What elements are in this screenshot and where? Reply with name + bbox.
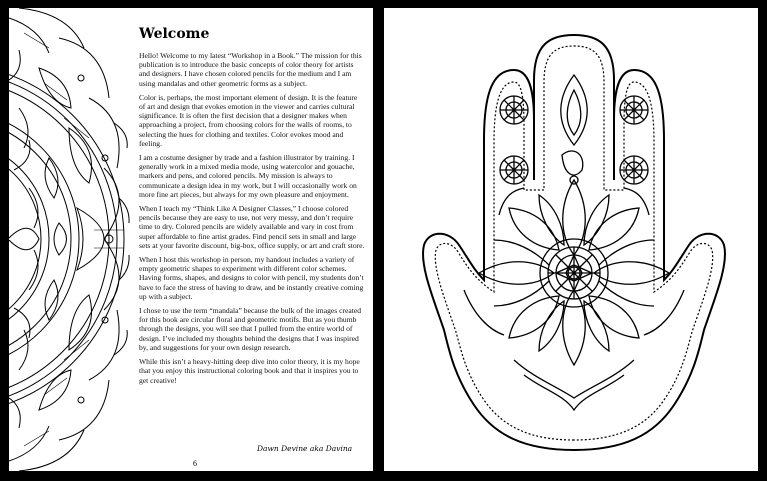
- page-title: Welcome: [139, 26, 210, 42]
- author-signature: Dawn Devine aka Davina: [257, 444, 353, 453]
- mandala-border-illustration: [9, 8, 131, 471]
- text-column: [139, 26, 365, 390]
- paragraph: When I teach my “Think Like A Designer Classes,” I choose colored pencils because they are easy to use, not very messy, and don’t require time to dry. Colored pencils are widely available and vary in cost from super affordable to fine artist grades. Find pencil sets in small and large sets at your favorite discount, big-box, office supply, or art and craft store.: [139, 204, 365, 250]
- paragraph: Color is, perhaps, the most important element of design. It is the feature of art and design that evokes emotion in the viewer and carries cultural significance. It is often the first decision that a designer makes when approaching a project, from choosing colors for the walls of rooms, to selecting the hues for clothing and textiles. Color evokes mood and feeling.: [139, 92, 358, 148]
- paragraph: While this isn’t a heavy-hitting deep dive into color theory, it is my hope that you enjoy this instructional coloring book and that it inspires you to get creative!: [139, 357, 360, 385]
- paragraph: I chose to use the term “mandala” because the bulk of the images created for this book are circular floral and geometric motifs. But as you thumb through the designs, you will see that I pulled from the entire world of design. I’ve included my thoughts behind the designs that I was inspired by, and suggestions for your own design research.: [139, 306, 362, 352]
- hamsa-hand-illustration: [404, 30, 744, 460]
- right-page: [384, 8, 758, 471]
- left-page: [9, 8, 373, 471]
- page-number: 6: [193, 459, 197, 468]
- paragraph: I am a costume designer by trade and a fashion illustrator by training. I generally work in a mixed media mode, using watercolor and gouache, markers and pens, and colored pencils. My mission is always to communicate a design idea in my work, but I will occasionally work on more fine art pieces, but always for my own pleasure and enjoyment.: [139, 153, 357, 199]
- paragraph: When I host this workshop in person, my handout includes a variety of empty geometric shapes to experiment with different color schemes. Having forms, shapes, and designs to color with pencil, my students don’t have to face the stress of having to draw, and be instantly creative coming up with a subject.: [139, 255, 364, 301]
- book-gutter: [373, 8, 384, 471]
- paragraph: Hello! Welcome to my latest “Workshop in a Book.” The mission for this publication is to introduce the basic concepts of color theory for artists and designers. I have chosen colored pencils for the medium and I am using mandalas and other geometric forms as a subject.: [139, 51, 362, 88]
